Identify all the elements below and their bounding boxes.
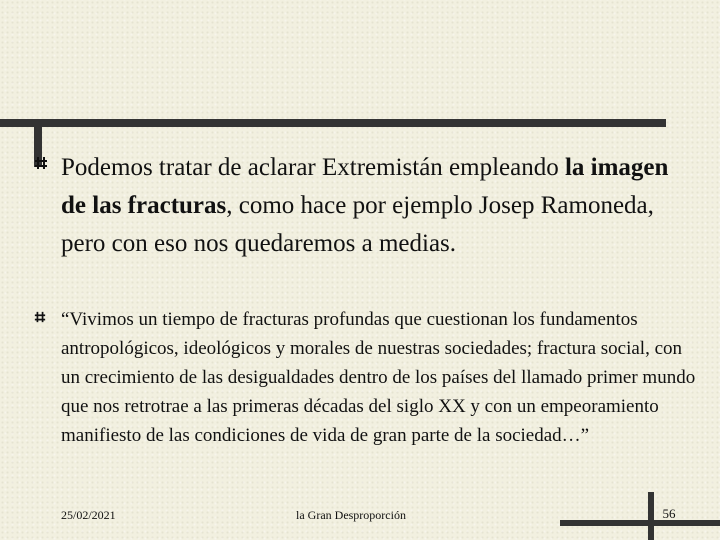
top-decorative-bar: [0, 119, 666, 127]
footer-title: la Gran Desproporción: [296, 508, 406, 522]
bullet-1-bold-text: la imagen de las fracturas: [61, 154, 669, 219]
bottom-horizontal-bar: [560, 520, 720, 526]
hash-bullet-icon: [34, 311, 46, 323]
footer-date: 25/02/2021: [61, 508, 116, 522]
bullet-text-1: [61, 149, 691, 263]
bullet-1-text-after: , como hace por ejemplo Josep Ramoneda, pero con eso nos quedaremos a medias.: [61, 192, 654, 257]
page-number: 56: [662, 506, 676, 521]
bullet-1-text-before: Podemos tratar de aclarar Extremistán empleando: [61, 154, 565, 181]
bullet-text-2: “Vivimos un tiempo de fracturas profundas que cuestionan los fundamentos antropológicos, ideológicos y morales de nuestras sociedades; fractura social, con un crecimiento de las desigualdades dentro de los países del llamado primer mundo que nos retrotrae a las primeras décadas del siglo XX y con un empeoramiento manifiesto de las condiciones de vida de gran parte de la sociedad…”: [61, 309, 696, 446]
hash-bullet-icon: [34, 156, 48, 170]
